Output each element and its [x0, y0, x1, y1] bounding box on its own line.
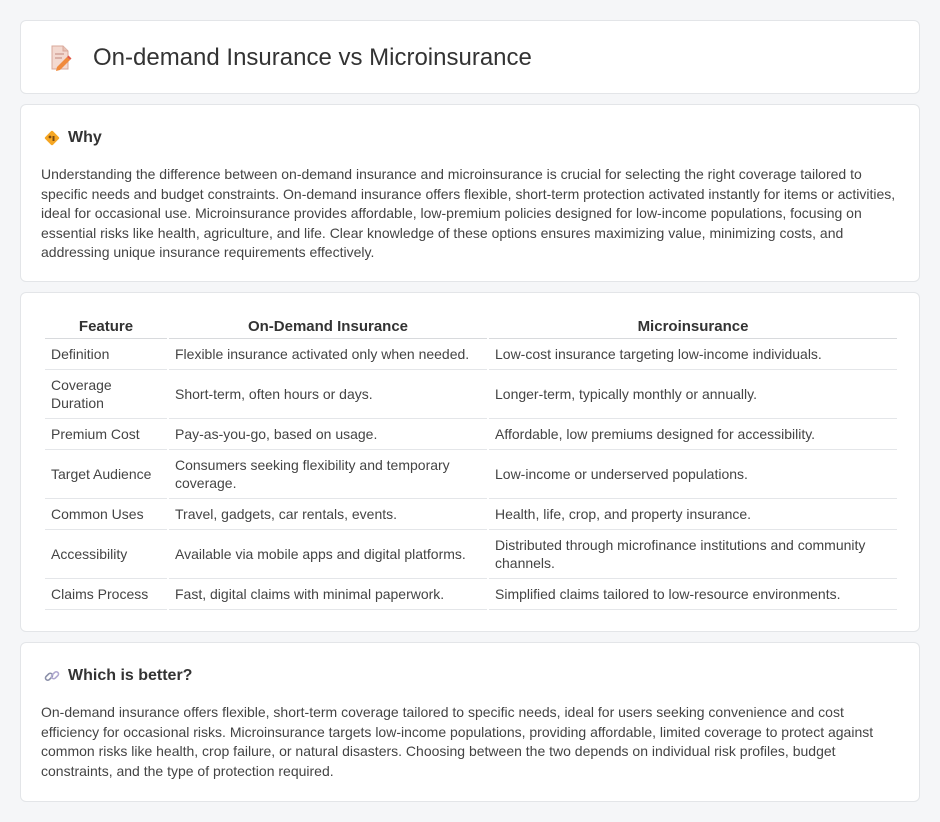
- table-row: [45, 579, 897, 610]
- header-on-demand: On-Demand Insurance: [169, 315, 487, 339]
- better-header: [43, 667, 192, 685]
- microinsurance-cell: Distributed through microfinance institutions and community channels.: [489, 530, 897, 579]
- feature-cell: Premium Cost: [45, 419, 167, 450]
- on-demand-cell: Pay-as-you-go, based on usage.: [169, 419, 487, 450]
- diamond-sign-icon: [43, 129, 61, 147]
- feature-cell: Target Audience: [45, 450, 167, 499]
- why-header: [43, 129, 102, 147]
- table-row: [45, 419, 897, 450]
- on-demand-cell: Consumers seeking flexibility and temporary coverage.: [169, 450, 487, 499]
- feature-cell: Coverage Duration: [45, 370, 167, 419]
- microinsurance-cell: Health, life, crop, and property insurance.: [489, 499, 897, 530]
- table-row: [45, 450, 897, 499]
- better-text: On-demand insurance offers flexible, short-term coverage tailored to specific needs, ideal for users seeking convenience and cost efficiency for occasional risks. Microinsurance targets low-income populations, providing affordable, limited coverage to protect against common risks like health, crop failure, or natural disasters. Choosing between the two depends on individual risk profiles, budget constraints, and the type of protection required.: [41, 704, 874, 779]
- microinsurance-cell: Simplified claims tailored to low-resource environments.: [489, 579, 897, 610]
- page-title: On-demand Insurance vs Microinsurance: [93, 44, 532, 71]
- comparison-section: [20, 292, 920, 632]
- on-demand-cell: Flexible insurance activated only when needed.: [169, 339, 487, 370]
- document-edit-icon: [47, 43, 73, 73]
- microinsurance-cell: Low-cost insurance targeting low-income individuals.: [489, 339, 897, 370]
- why-title: Why: [68, 129, 102, 146]
- title-card: [20, 20, 920, 94]
- on-demand-cell: Travel, gadgets, car rentals, events.: [169, 499, 487, 530]
- table-row: [45, 499, 897, 530]
- comparison-table: [43, 315, 899, 610]
- table-row: [45, 339, 897, 370]
- table-row: [45, 530, 897, 579]
- feature-cell: Claims Process: [45, 579, 167, 610]
- header-feature: Feature: [45, 315, 167, 339]
- better-title: Which is better?: [68, 667, 193, 684]
- microinsurance-cell: Affordable, low premiums designed for accessibility.: [489, 419, 897, 450]
- title-row: [47, 43, 532, 73]
- which-is-better-section: [20, 642, 920, 802]
- feature-cell: Common Uses: [45, 499, 167, 530]
- on-demand-cell: Available via mobile apps and digital platforms.: [169, 530, 487, 579]
- table-header-row: [45, 315, 897, 339]
- table-row: [45, 370, 897, 419]
- on-demand-cell: Fast, digital claims with minimal paperwork.: [169, 579, 487, 610]
- link-icon: [43, 667, 61, 685]
- why-text: Understanding the difference between on-demand insurance and microinsurance is crucial for selecting the right coverage tailored to specific needs and budget constraints. On-demand insurance offers flexible, short-term protection activated instantly for items or activities, ideal for occasional use. Microinsurance provides affordable, low-premium policies designed for low-income populations, focusing on essential risks like health, agriculture, and life. Clear knowledge of these options ensures maximizing value, minimizing costs, and addressing unique insurance requirements effectively.: [41, 166, 896, 260]
- why-section: [20, 104, 920, 282]
- on-demand-cell: Short-term, often hours or days.: [169, 370, 487, 419]
- microinsurance-cell: Longer-term, typically monthly or annually.: [489, 370, 897, 419]
- feature-cell: Accessibility: [45, 530, 167, 579]
- microinsurance-cell: Low-income or underserved populations.: [489, 450, 897, 499]
- feature-cell: Definition: [45, 339, 167, 370]
- header-microinsurance: Microinsurance: [489, 315, 897, 339]
